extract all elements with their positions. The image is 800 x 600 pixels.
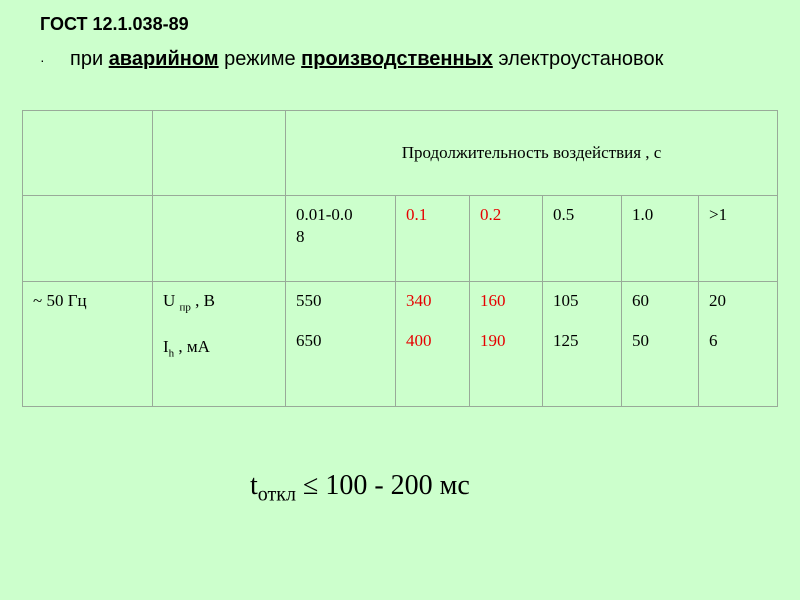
duration-cell: 1.0 [622,196,699,282]
duration-cell: 0.1 [396,196,470,282]
emphasis-emergency: аварийном [108,48,219,70]
duration-cell: 0.01-0.0 8 [286,196,396,282]
duration-cell: 0.5 [543,196,622,282]
empty-cell [153,196,286,282]
parameter-cell [153,282,286,407]
value-cell: 160 190 [470,282,543,407]
frequency-cell: ~ 50 Гц [23,282,153,407]
empty-cell [23,196,153,282]
param-voltage: U $_{пр}$ , В [163,291,216,314]
empty-cell [23,111,153,196]
table-row [23,196,778,282]
duration-cell: 0.2 [470,196,543,282]
bullet-icon: · [40,52,45,68]
slide-title: ГОСТ 12.1.038-89 [40,14,189,34]
table-row [23,282,778,407]
bullet-text: · при аварийном режиме производственных электроустановок [40,48,664,70]
value-cell: 60 50 [622,282,699,407]
shutdown-time-formula: $t_{откл} \le 100 - 200$ мс [250,470,470,506]
table-row [23,111,778,196]
value-cell: 340 400 [396,282,470,407]
value-cell: 20 6 [699,282,778,407]
duration-cell: >1 [699,196,778,282]
value-cell: 550 650 [286,282,396,407]
limits-table [22,110,778,407]
empty-cell [153,111,286,196]
emphasis-industrial: производственных [301,48,493,70]
duration-header: Продолжительность воздействия , с [286,111,778,196]
value-cell: 105 125 [543,282,622,407]
param-current: $I_h$ , мА [163,337,210,360]
